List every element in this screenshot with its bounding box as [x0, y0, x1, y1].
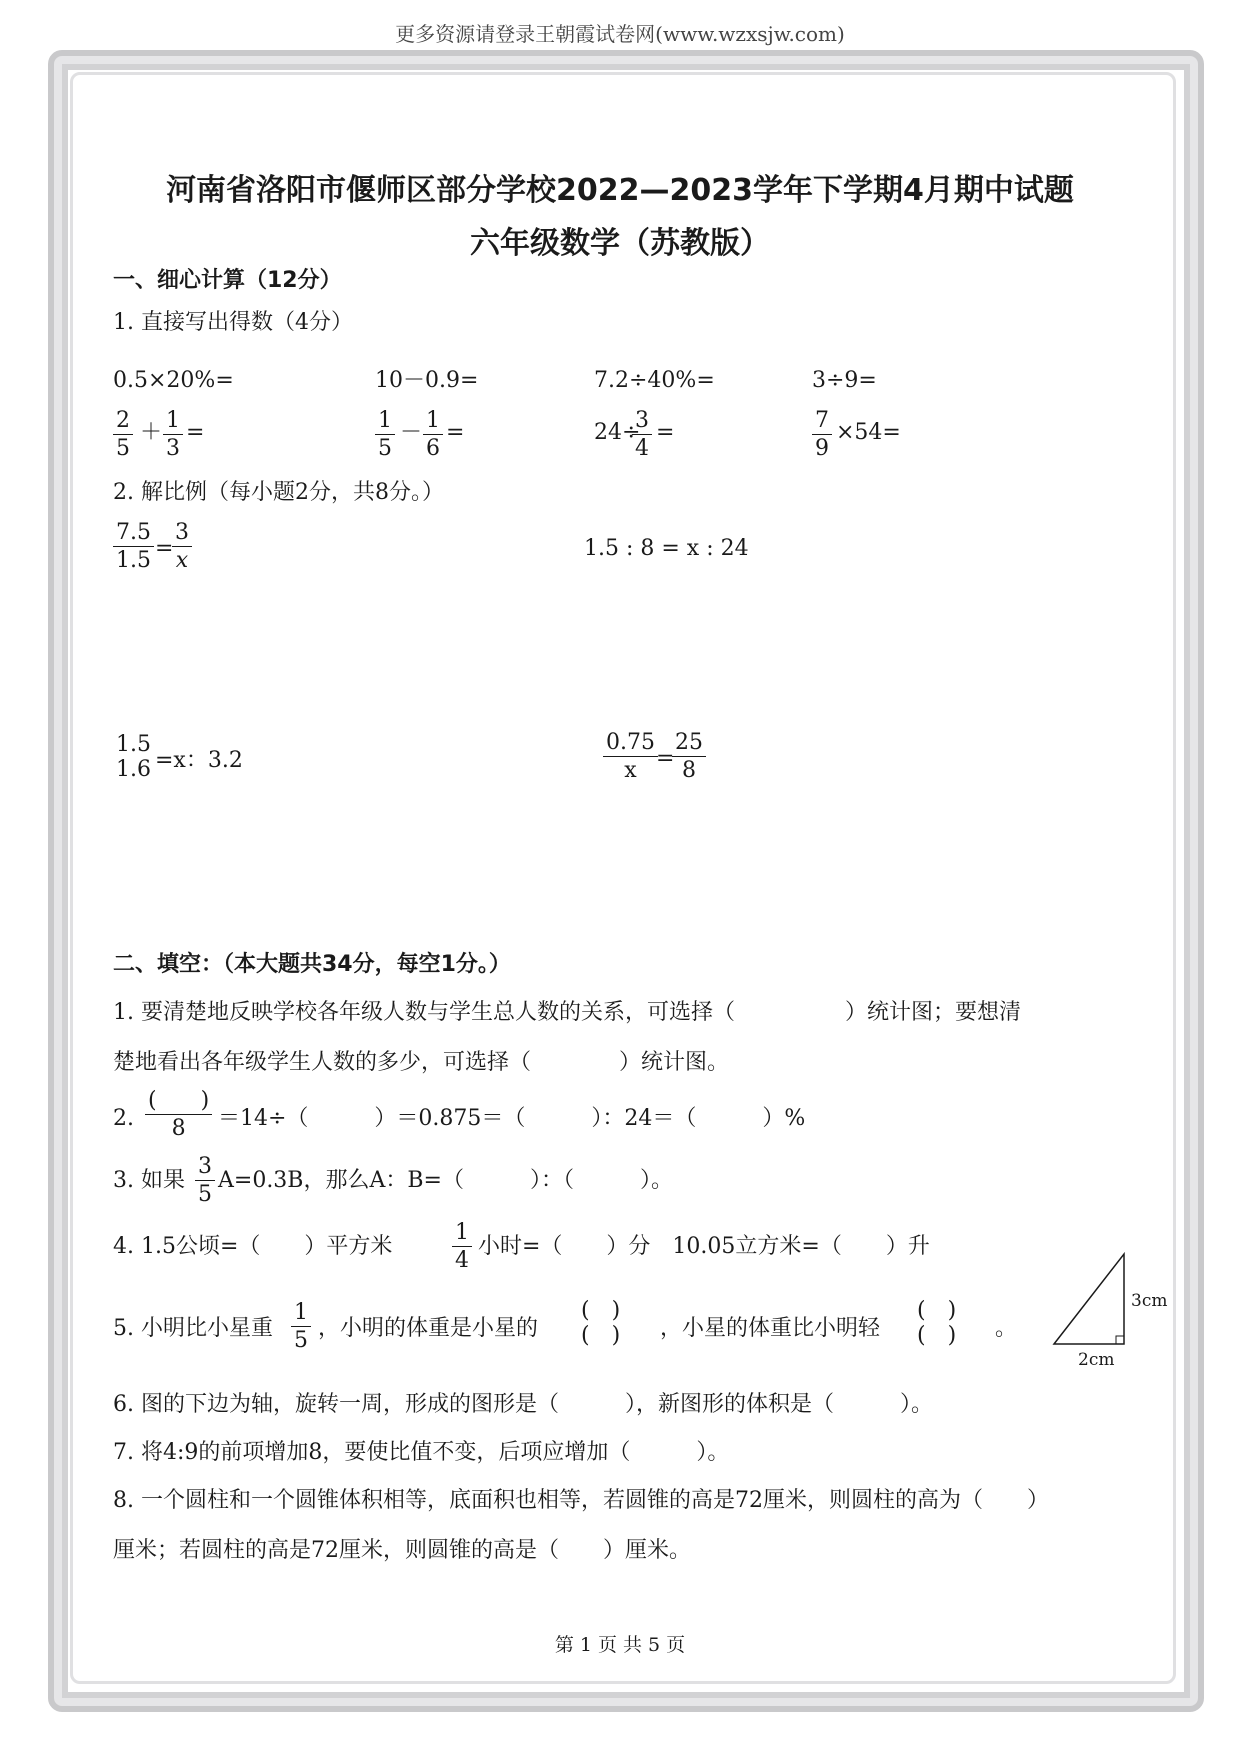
prop-4-frac2: 25 8 — [672, 730, 706, 784]
right-angle-mark — [1116, 1336, 1124, 1344]
prop-3-frac: 1.5 1.6 — [116, 732, 151, 783]
fill-4-part1: 4. 1.5公顷=（ ）平方米 — [113, 1234, 393, 1259]
question-2-heading: 2. 解比例（每小题2分，共8分。） — [113, 480, 444, 505]
site-header: 更多资源请登录王朝霞试卷网(www.wzxsjw.com) — [395, 22, 845, 46]
fill-5-end: 。 — [995, 1316, 1018, 1341]
prop-3-post: =x：3.2 — [155, 748, 243, 773]
fill-1-line2: 楚地看出各年级学生人数的多少，可选择（ ）统计图。 — [113, 1050, 730, 1075]
fill-3-prefix: 3. 如果 — [113, 1168, 185, 1193]
calc-b1-frac2: 1 3 — [163, 408, 183, 462]
calc-b2-eq: = — [446, 420, 465, 445]
fill-2-frac: ( ) 8 — [145, 1088, 212, 1142]
fill-6: 6. 图的下边为轴，旋转一周，形成的图形是（ ），新图形的体积是（ ）。 — [113, 1392, 933, 1417]
fill-3-rest: A=0.3B，那么A：B=（ ）：（ ）。 — [218, 1168, 673, 1193]
prop-2: 1.5 : 8 = x : 24 — [584, 536, 749, 561]
question-1-heading: 1. 直接写出得数（4分） — [113, 310, 353, 335]
fill-5-part3: ，小星的体重比小明轻 — [660, 1316, 881, 1341]
prop-4-eq: = — [656, 746, 675, 771]
calc-b3-pre: 24÷ — [594, 420, 641, 445]
prop-1-frac1: 7.5 1.5 — [113, 520, 154, 574]
fill-4-frac: 1 4 — [452, 1220, 472, 1274]
fill-2-number: 2. — [113, 1106, 134, 1131]
exam-subtitle: 六年级数学（苏教版） — [470, 226, 770, 261]
fill-3-frac: 3 5 — [195, 1154, 215, 1208]
fill-8-line1: 8. 一个圆柱和一个圆锥体积相等，底面积也相等，若圆锥的高是72厘米，则圆柱的高为（ ） — [113, 1488, 1049, 1513]
exam-title: 河南省洛阳市偃师区部分学校2022—2023学年下学期4月期中试题 — [166, 173, 1074, 208]
calc-b1-eq: = — [186, 420, 205, 445]
fill-5-part1: 5. 小明比小星重 — [113, 1316, 273, 1341]
calc-b3-eq: = — [656, 420, 675, 445]
prop-4-frac1: 0.75 x — [603, 730, 658, 784]
section-2-heading: 二、填空：（本大题共34分，每空1分。） — [113, 952, 511, 977]
calc-b1-frac1: 2 5 — [113, 408, 133, 462]
fill-5-part2: ，小明的体重是小星的 — [318, 1316, 539, 1341]
calc-b2-op: － — [400, 420, 423, 445]
fill-4-part2: 小时=（ ）分 10.05立方米=（ ）升 — [478, 1234, 930, 1259]
calc-a1: 0.5×20%= — [113, 368, 234, 393]
fill-7: 7. 将4:9的前项增加8，要使比值不变，后项应增加（ ）。 — [113, 1440, 730, 1465]
calc-b4-post: ×54= — [836, 420, 901, 445]
fill-2-rest: ＝14÷（ ）＝0.875＝（ ）：24＝（ ）% — [218, 1106, 806, 1131]
triangle-height-label: 3cm — [1131, 1291, 1168, 1311]
calc-a2: 10－0.9= — [375, 368, 479, 393]
calc-b3-frac: 3 4 — [632, 408, 652, 462]
section-1-heading: 一、细心计算（12分） — [113, 268, 342, 293]
calc-a4: 3÷9= — [812, 368, 877, 393]
fill-5-blank2: ( ) ( ) — [917, 1298, 957, 1349]
calc-b2-frac2: 1 6 — [423, 408, 443, 462]
page-footer: 第 1 页 共 5 页 — [554, 1634, 686, 1656]
fill-5-blank1: ( ) ( ) — [581, 1298, 621, 1349]
fill-1-line1: 1. 要清楚地反映学校各年级人数与学生总人数的关系，可选择（ ）统计图；要想清 — [113, 1000, 1021, 1025]
calc-b2-frac1: 1 5 — [375, 408, 395, 462]
right-triangle — [1054, 1254, 1124, 1344]
calc-b4-frac: 7 9 — [812, 408, 832, 462]
prop-1-frac2: 3 x — [172, 520, 192, 574]
fill-5-frac: 1 5 — [291, 1300, 311, 1354]
calc-b1-op: ＋ — [140, 420, 163, 445]
fill-8-line2: 厘米；若圆柱的高是72厘米，则圆锥的高是（ ）厘米。 — [113, 1538, 691, 1563]
prop-1-eq: = — [155, 536, 174, 561]
calc-a3: 7.2÷40%= — [594, 368, 715, 393]
triangle-base-label: 2cm — [1078, 1350, 1115, 1370]
